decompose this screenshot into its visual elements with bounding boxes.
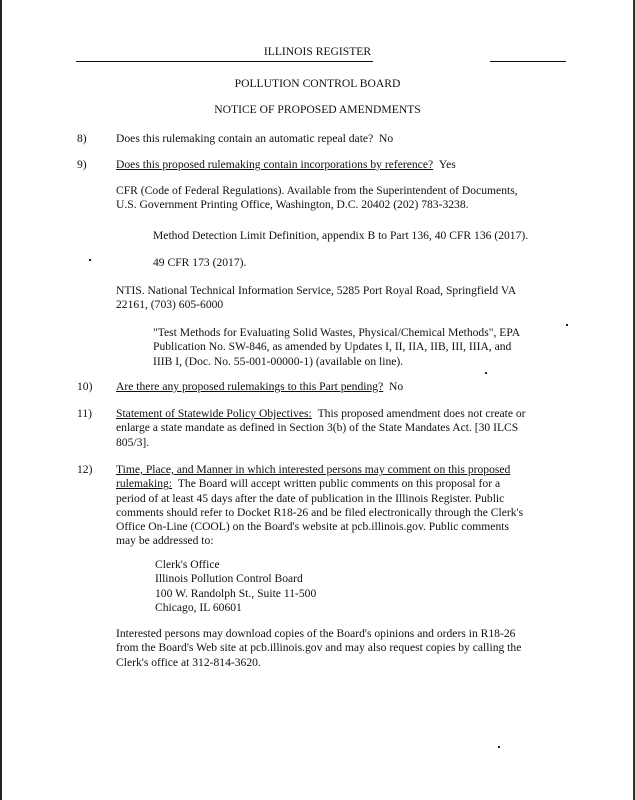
closing-line-3: Clerk's office at 312-814-3620. <box>116 655 261 669</box>
item-8-question: Does this rulemaking contain an automatic repeal date? <box>116 132 374 145</box>
cfr-source <box>116 184 556 213</box>
item-9-number: 9) <box>77 158 87 171</box>
item-12-line-5: Office On-Line (COOL) on the Board's website at pcb.illinois.gov. Public comments <box>116 520 509 534</box>
item-11-line-2: enlarge a state mandate as defined in Section 3(b) of the State Mandates Act. [30 ILCS <box>116 421 519 435</box>
item-11-line-1 <box>116 407 556 421</box>
item-8-number: 8) <box>77 132 87 145</box>
item-10-question: Are there any proposed rulemakings to this Part pending? <box>116 380 384 393</box>
closing-paragraph <box>116 627 556 670</box>
item-10-answer: No <box>389 380 404 393</box>
item-12-line-3: period of at least 45 days after the date of publication in the Illinois Register. Public <box>116 491 505 505</box>
item-12-number: 12) <box>77 463 93 476</box>
register-title: ILLINOIS REGISTER <box>263 45 372 58</box>
item-12-paragraph <box>116 463 556 549</box>
ntis-source <box>116 284 556 313</box>
item-11-line-1-rest: This proposed amendment does not create or <box>317 407 526 420</box>
item-12-line-4: comments should refer to Docket R18-26 and be filed electronically through the Clerk's <box>116 505 524 519</box>
scan-speck <box>498 746 500 748</box>
item-12-line-6: may be addressed to: <box>116 534 214 548</box>
item-10-number: 10) <box>77 380 93 393</box>
address-line-2: Illinois Pollution Control Board <box>155 572 303 586</box>
ntis-source-line-1: NTIS. National Technical Information Service, 5285 Port Royal Road, Springfield VA <box>116 284 517 297</box>
ntis-reference-line-1: "Test Methods for Evaluating Solid Wastes, Physical/Chemical Methods", EPA <box>153 326 521 339</box>
clerk-address <box>155 558 316 615</box>
cfr-source-line-1: CFR (Code of Federal Regulations). Available from the Superintendent of Documents, <box>116 184 518 197</box>
address-line-4: Chicago, IL 60601 <box>155 600 242 614</box>
cfr-source-line-2: U.S. Government Printing Office, Washington, D.C. 20402 (202) 783-3238. <box>116 198 469 212</box>
item-10-line <box>116 380 556 394</box>
ntis-reference <box>153 326 563 369</box>
scan-edge-left <box>0 0 2 800</box>
item-9-line <box>116 158 556 172</box>
address-line-3: 100 W. Randolph St., Suite 11-500 <box>155 586 317 600</box>
item-12-heading-line-2: rulemaking: <box>116 477 173 491</box>
cfr-reference-2: 49 CFR 173 (2017). <box>153 256 247 269</box>
header-rule-right <box>490 61 566 62</box>
item-11-heading: Statement of Statewide Policy Objectives: <box>116 407 312 420</box>
address-line-1: Clerk's Office <box>155 558 220 571</box>
item-8-line <box>116 132 556 146</box>
item-12-line-2-rest: The Board will accept written public comments on this proposal for a <box>177 477 501 491</box>
cfr-reference-1: Method Detection Limit Definition, appendix B to Part 136, 40 CFR 136 (2017). <box>153 229 529 242</box>
item-9-question: Does this proposed rulemaking contain incorporations by reference? <box>116 158 434 171</box>
item-11-number: 11) <box>77 407 93 420</box>
agency-title: POLLUTION CONTROL BOARD <box>234 77 401 90</box>
item-11-paragraph <box>116 407 556 450</box>
item-9-answer: Yes <box>438 158 456 171</box>
ntis-reference-line-2: Publication No. SW-846, as amended by Updates I, II, IIA, IIB, III, IIIA, and <box>153 340 512 354</box>
notice-title: NOTICE OF PROPOSED AMENDMENTS <box>214 103 421 116</box>
item-8-answer: No <box>379 132 394 145</box>
item-12-heading-line-1: Time, Place, and Manner in which interested persons may comment on this proposed <box>116 463 511 476</box>
scan-speck <box>566 324 568 326</box>
ntis-source-line-2: 22161, (703) 605-6000 <box>116 298 224 312</box>
scan-speck <box>485 372 487 374</box>
item-12-line-2 <box>116 477 556 491</box>
closing-line-2: from the Board's Web site at pcb.illinois.gov and may also request copies by calling the <box>116 641 522 655</box>
scan-speck <box>89 259 91 261</box>
closing-line-1: Interested persons may download copies of the Board's opinions and orders in R18-26 <box>116 627 516 640</box>
header-rule-left <box>76 61 373 62</box>
ntis-reference-line-3: IIIB I, (Doc. No. 55-001-00000-1) (available on line). <box>153 354 404 368</box>
item-11-line-3: 805/3]. <box>116 435 150 449</box>
